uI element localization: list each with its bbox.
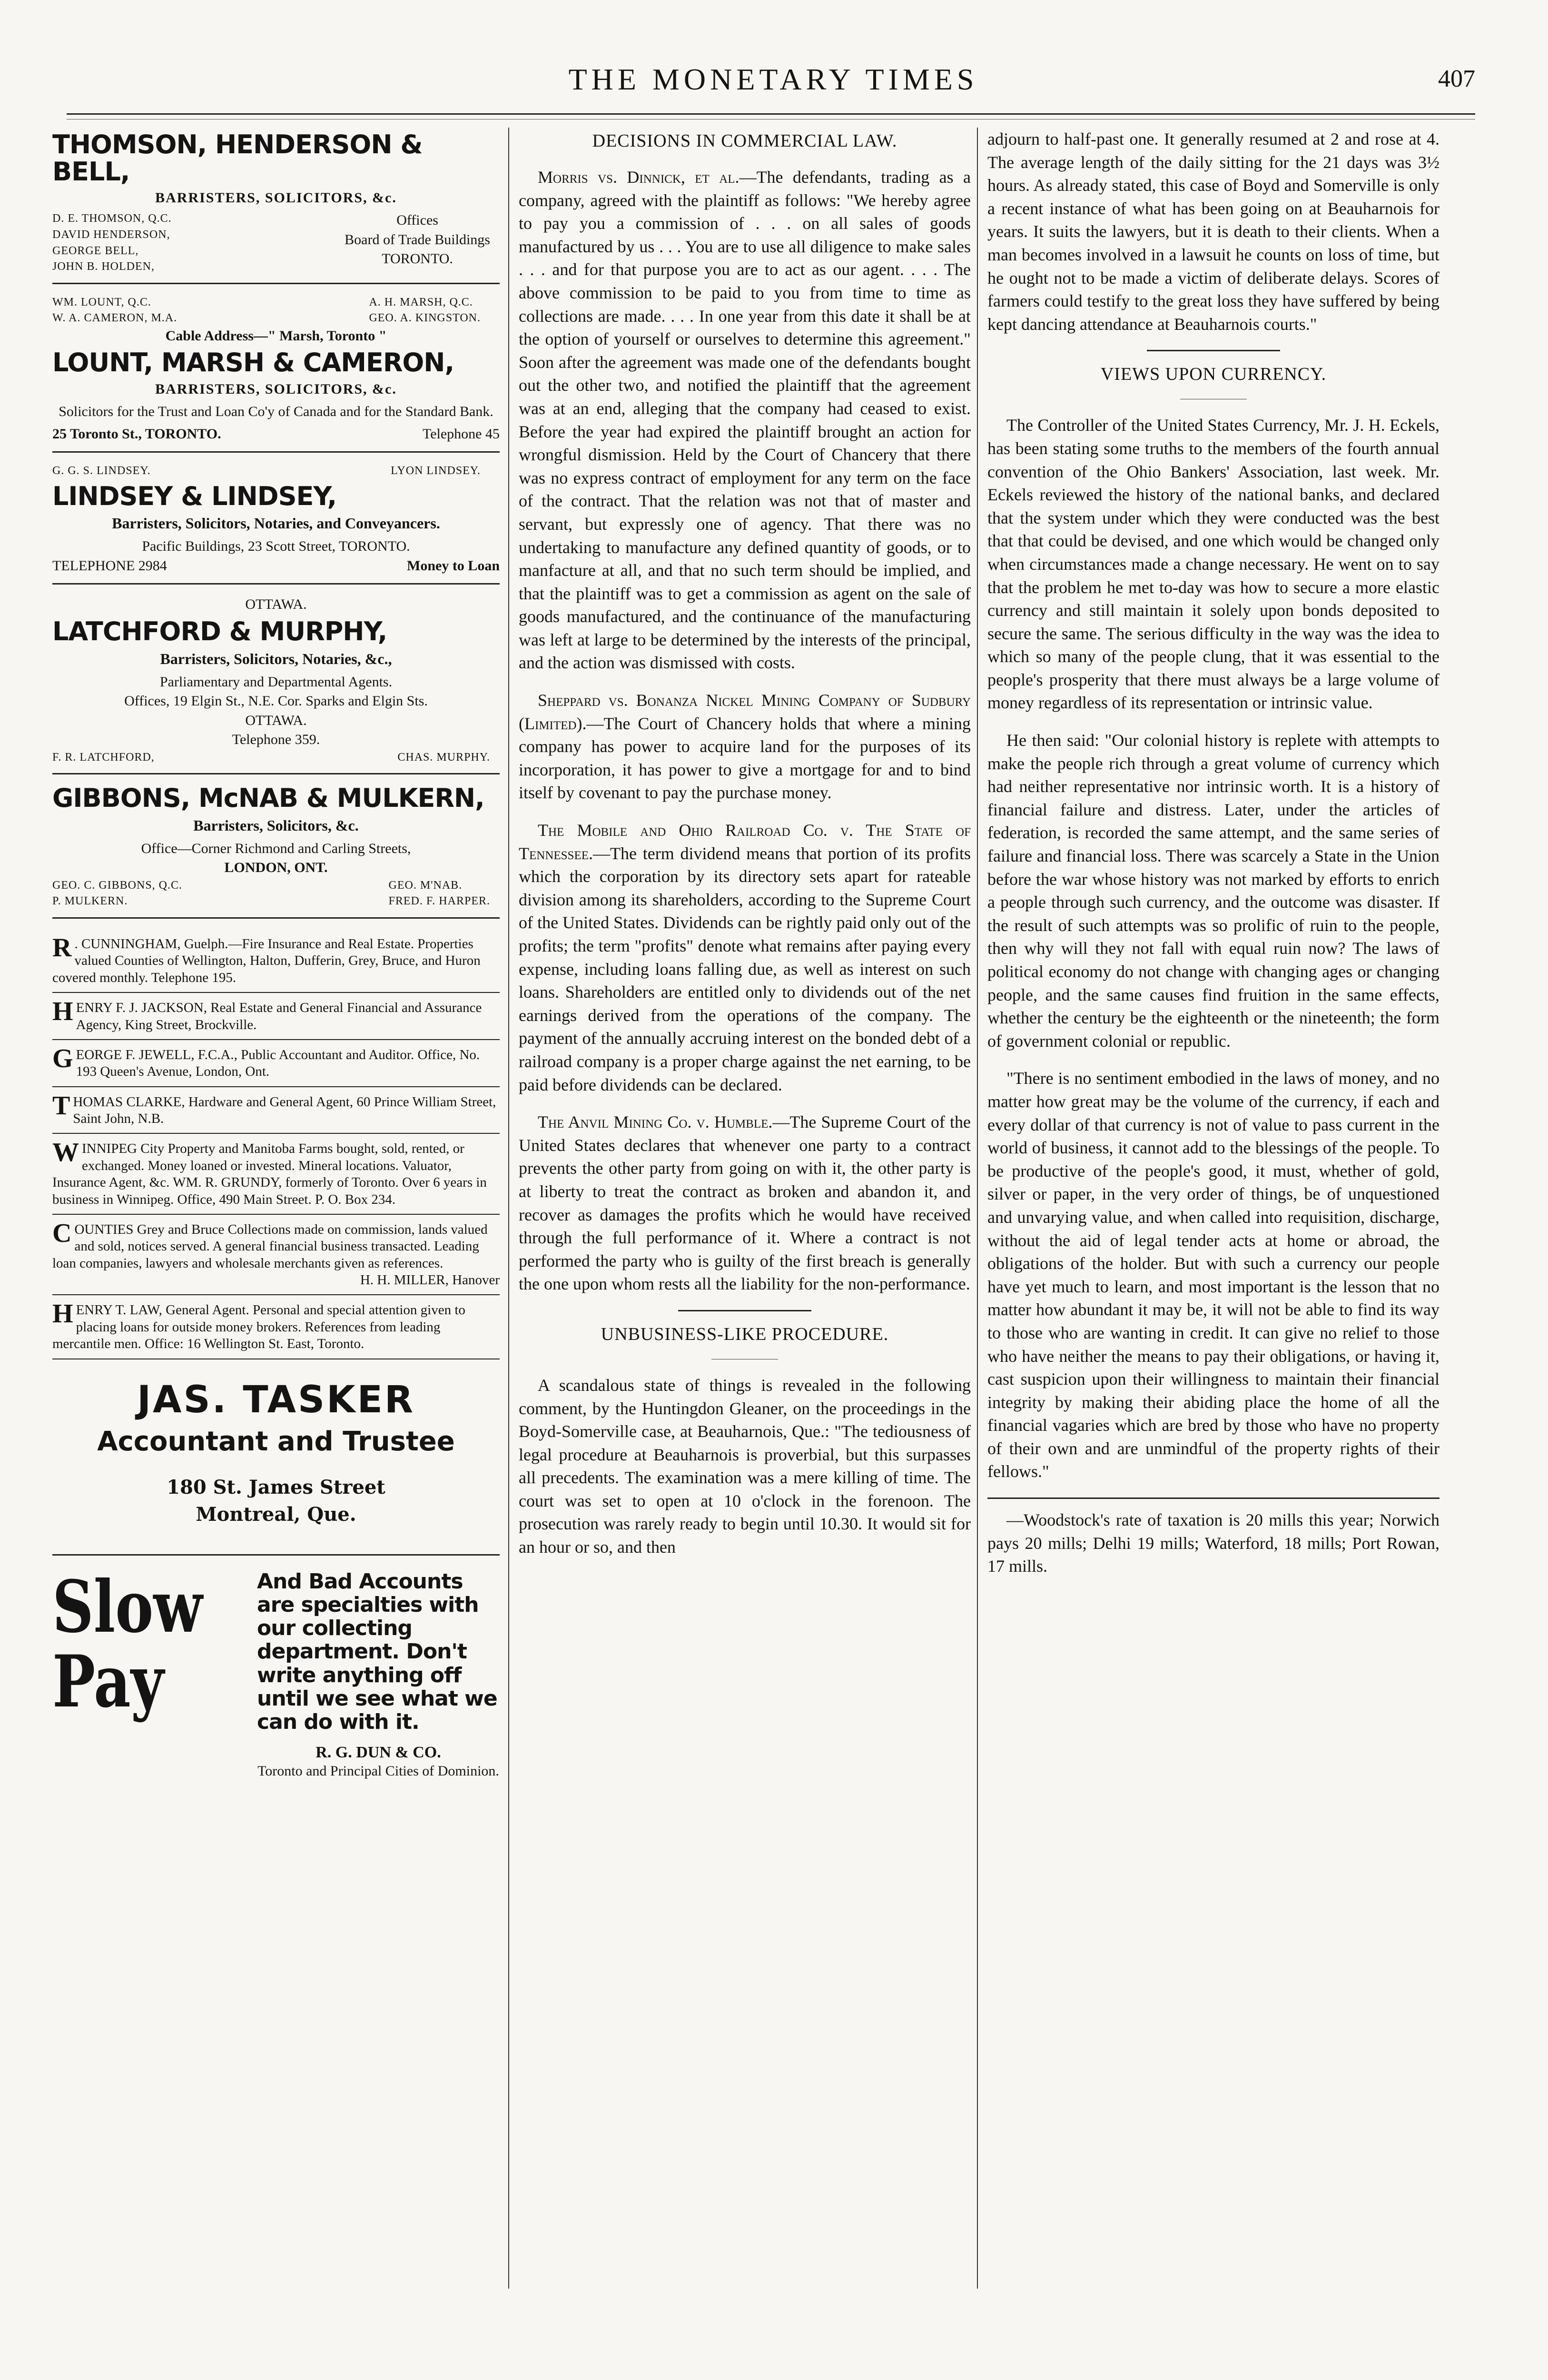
slow-word: Slow [52, 1565, 203, 1649]
masthead [62, 62, 1485, 114]
classified-ad [52, 929, 500, 993]
firm-name: LOUNT, MARSH & CAMERON, [52, 347, 454, 378]
case-title: The Anvil Mining Co. v. Humble. [538, 1112, 773, 1132]
drop-cap: W [52, 1138, 79, 1168]
partner-name: GEORGE BELL, [52, 244, 139, 257]
tasker-ad [52, 1359, 500, 1556]
article-paragraph: He then said: "Our colonial history is replete with attempts to make the people rich through a great volume of currency which had neither representative nor intrinsic worth. It is a history of financial failure and distress. Later, under the articles of federation, is recorded the same attempt, and the same series of failure and financial loss. There was scarcely a State in the Union before the war whose history was not marked by efforts to enrich a people through such currency, and the outcome was disaster. If the result of such attempts was so prolific of ruin to the people, then why will they not fall with equal ruin now? The laws of political economy do not change with changing ages or changing people, and the same causes find fruition in the same effects, whether the century be the eighteenth or the nineteenth; the form of government colonial or republic. [987, 731, 1440, 1051]
dun-company: R. G. DUN & CO. [316, 1744, 441, 1762]
drop-cap: H [52, 1299, 73, 1329]
card-gibbons [52, 785, 500, 919]
case-text: —The defendants, trading as a company, agreed with the plaintiff as follows: "We hereby agree to pay you a commission of . . . on all sales of goods manufactured by us . . . You are to use all diligence to make sales . . . and for that purpose you are to act as our agent. . . . The above commission to be paid to you from time to time as collections are made. . . . In one year from this date it shall be at the option of yourself or ourselves to determine this agreement." Soon after the agreement was made one of the defendants bought out the other two, and notified the plaintiff that the agreement was at an end, alleging that the company had ceased to exist. Before the year had expired the plaintiff brought an action for wrongful dismission. Held by the Court of Chancery that there was no express contract of employment for any term on the face of the contract. That the relation was not that of master and servant, but expressly one of agency. That there was no undertaking to manufacture any defined quantity of goods, or to manfacture at all, and that no such term should be implied, and that the plaintiff was to get a commission as agent on the sale of goods manufactured, and the continuance of the manufacturing was left at large to be determined by the interests of the principal, and the action was dismissed with costs. [519, 168, 971, 673]
tasker-street: 180 St. James Street [167, 1476, 385, 1498]
firm-address: Pacific Buildings, 23 Scott Street, TORONTO. [142, 538, 410, 555]
firm-role: BARRISTERS, SOLICITORS, &c. [155, 190, 397, 206]
firm-role: Barristers, Solicitors, Notaries, &c., [160, 650, 392, 667]
classified-ad [52, 1040, 500, 1087]
header-rule [67, 113, 1475, 115]
column-divider [977, 128, 978, 2289]
card-lount [52, 295, 500, 453]
ad-text: INNIPEG City Property and Manitoba Farms bought, sold, rented, or exchanged. Money loaned or invested. Mineral locations. Valuator, Insurance Agent, &c. WM. R. GRUNDY, formerly of Toronto. Over 6 years in business in Winnipeg. Office, 490 Main Street. P. O. Box 234. [52, 1141, 487, 1207]
ad-text: HOMAS CLARKE, Hardware and General Agent, 60 Prince William Street, Saint John, N.B. [73, 1094, 496, 1127]
case-text: —The term dividend means that portion of its profits which the corporation by its directory sets apart for rateable division among its shareholders, according to the Supreme Court of the United States. Dividends can be rightly paid only out of the profits; the term "profits" denote what remains after paying every expense, including loans falling due, as well as interest on such loans. Shareholders are entitled only to dividends out of the net earnings derived from the operations of the company. The payment of the annually accruing interest on the bonded debt of a railroad company is a proper charge against the net earning, to be paid before dividends can be declared. [519, 843, 971, 1094]
ad-text: ENRY T. LAW, General Agent. Personal and special attention given to placing loans for outside money brokers. References from leading mercantile men. Office: 16 Wellington St. East, Toronto. [52, 1302, 465, 1352]
money-to-loan: Money to Loan [407, 557, 500, 574]
case-text: —The Supreme Court of the United States declares that whenever one party to a contract prevents the other party from going on with it, the other party is at liberty to treat the contract as broken and abandon it, and recover as damages the profits which he would have received through the full performance of it. Where a contract is not performed the party who is guilty of the first breach is generally the one upon whom rests all the liability for the non-performance. [519, 1112, 971, 1294]
ad-text: OUNTIES Grey and Bruce Collections made on commission, lands valued and sold, notices served. A general financial business transacted. Leading loan companies, lawyers and wholesale merchants given as references. [52, 1221, 488, 1271]
cable-address: Cable Address—" Marsh, Toronto " [165, 327, 387, 344]
classified-ad [52, 1134, 500, 1215]
section-heading: DECISIONS IN COMMERCIAL LAW. [592, 131, 897, 151]
tasker-title: Accountant and Trustee [97, 1426, 455, 1457]
article-paragraph: adjourn to half-past one. It generally resumed at 2 and rose at 4. The average length of the daily sitting for the 21 days was 3½ hours. As already stated, this case of Boyd and Somerville is only a recent instance of what has been going on at Beauharnois for years. It suits the lawyers, but it is death to their clients. When a man becomes involved in a lawsuit he counts on loss of time, but he ought not to be made a victim of deliberate delays. Scores of farmers could testify to the great loss they have suffered by being kept dancing attendance at Beauharnois courts." [987, 129, 1440, 334]
firm-city: OTTAWA. [245, 596, 307, 613]
section-heading: VIEWS UPON CURRENCY. [1100, 364, 1327, 385]
slow-pay-text: And Bad Accounts are specialties with our collecting department. Don't write anything off until we see what we can do with it. [257, 1569, 497, 1735]
page-number: 407 [1438, 65, 1475, 92]
firm-name: LINDSEY & LINDSEY, [52, 481, 337, 511]
partner-name: FRED. F. HARPER. [388, 895, 490, 908]
case-title: Morris vs. Dinnick, et al. [538, 168, 739, 187]
partner-name: GEO. A. KINGSTON. [369, 312, 481, 325]
section-rule [1147, 350, 1280, 351]
card-latchford [52, 595, 500, 774]
offices-building: Board of Trade Buildings [345, 231, 490, 248]
firm-role: Barristers, Solicitors, &c. [193, 816, 359, 834]
currency-column [987, 128, 1440, 2308]
classified-ad [52, 993, 500, 1040]
drop-cap: C [52, 1218, 72, 1248]
firm-name: THOMSON, HENDERSON & BELL, [52, 129, 423, 187]
partner-name: WM. LOUNT, Q.C. [52, 296, 151, 308]
firm-address: 25 Toronto St., TORONTO. [52, 426, 221, 442]
partner-name: JOHN B. HOLDEN, [52, 260, 155, 273]
article-paragraph: "There is no sentiment embodied in the laws of money, and no matter how great may be the volume of the currency, if each and every dollar of that currency is not of value to pass current in the world of business, it cannot add to the blessings of the people. To be productive of the people's good, it must, whether of gold, silver or paper, in the very order of things, be of unquestioned and unvarying value, and when called into requisition, discharge, without the aid of legal tender acts at home or abroad, the obligations of the holder. But with such a currency our people have yet much to learn, and most important is the lesson that no matter how abundant it may be, it will not be able to find its way to those who are wanting in credit. It can give no relief to those who have neither the means to pay their obligations, or having it, cast suspicion upon their willingness to maintain their financial integrity by making their abiding place the home of all the financial vagaries which are bred by those who have no property of their own and are unmindful of the property rights of their fellows." [987, 1069, 1440, 1481]
drop-cap: R [52, 933, 72, 963]
firm-role: BARRISTERS, SOLICITORS, &c. [155, 381, 397, 397]
tasker-city: Montreal, Que. [196, 1503, 356, 1526]
firm-phone: Telephone 359. [232, 732, 320, 748]
drop-cap: T [52, 1091, 70, 1121]
ads-column [52, 128, 500, 2308]
firm-phone: Telephone 45 [422, 426, 500, 442]
slow-pay-ad [52, 1556, 500, 1780]
firm-city: LONDON, ONT. [224, 860, 328, 876]
firm-note: Solicitors for the Trust and Loan Co'y of Canada and for the Standard Bank. [59, 404, 493, 420]
pay-word: Pay [52, 1640, 164, 1724]
ad-text: EORGE F. JEWELL, F.C.A., Public Accountant and Auditor. Office, No. 193 Queen's Avenue, London, Ont. [76, 1047, 480, 1080]
partner-name: GEO. C. GIBBONS, Q.C. [52, 879, 183, 892]
partner-name: A. H. MARSH, Q.C. [369, 296, 473, 308]
partner-name: W. A. CAMERON, M.A. [52, 312, 177, 325]
newspaper-title: THE MONETARY TIMES [568, 62, 978, 96]
case-text: —The Court of Chancery holds that where a mining company has power to acquire land for the purposes of its incorporation, it has power to give a mortgage for and to bind itself by covenant to pay the purchase money. [519, 714, 971, 803]
tasker-name: JAS. TASKER [137, 1378, 415, 1421]
drop-cap: G [52, 1043, 73, 1073]
article-paragraph: The Controller of the United States Currency, Mr. J. H. Eckels, has been stating some truths to the members of the fourth annual convention of the Ohio Bankers' Association, last week. Mr. Eckels reviewed the history of the national banks, and declared that the system under which they were conducted was the best that that could be devised, and one which would be changed only when circumstances made a change necessary. He went on to say that the problem he met to-day was how to secure a more elastic currency and still maintain it solely upon bonds deposited to secure the same. The serious difficulty in the way was the idea to which so many of the people clung, that it was essential to the people's prosperity that there must always be a large volume of money regardless of its representation or intrinsic value. [987, 416, 1440, 713]
section-rule [678, 1310, 811, 1311]
partner-name: CHAS. MURPHY. [397, 751, 490, 764]
card-thomson [52, 131, 500, 284]
partner-name: F. R. LATCHFORD, [52, 751, 155, 764]
partner-name: P. MULKERN. [52, 895, 128, 908]
ad-signature: H. H. MILLER, Hanover [360, 1272, 500, 1288]
firm-office: Office—Corner Richmond and Carling Streets, [141, 840, 411, 856]
firm-offices: Offices, 19 Elgin St., N.E. Cor. Sparks and Elgin Sts. [124, 693, 428, 709]
ad-text: . CUNNINGHAM, Guelph.—Fire Insurance and Real Estate. Properties valued Counties of Wellington, Halton, Dufferin, Grey, Bruce, and Huron covered monthly. Telephone 195. [52, 936, 481, 985]
drop-cap: H [52, 997, 73, 1027]
firm-name: GIBBONS, McNAB & MULKERN, [52, 783, 484, 813]
ad-text: ENRY F. J. JACKSON, Real Estate and General Financial and Assurance Agency, King Street, Brockville. [76, 1000, 482, 1032]
firm-city: OTTAWA. [245, 712, 307, 728]
partner-name: LYON LINDSEY. [391, 465, 481, 477]
firm-role: Barristers, Solicitors, Notaries, and Conveyancers. [112, 515, 440, 532]
column-divider [508, 128, 509, 2289]
classified-ad [52, 1295, 500, 1359]
firm-agents: Parliamentary and Departmental Agents. [159, 674, 393, 690]
partner-name: G. G. S. LINDSEY. [52, 465, 151, 477]
case-title: The Mobile and Ohio Railroad Co. v. The State of Tennessee. [519, 821, 971, 863]
offices-label: Offices [396, 212, 438, 228]
article-paragraph: A scandalous state of things is revealed in the following comment, by the Huntingdon Gleaner, on the proceedings in the Boyd-Somerville case, at Beauharnois, Que.: "The tediousness of legal procedure at Beauharnois is proverbial, but this surpasses all precedents. The examination was a mere killing of time. The court was set to open at 10 o'clock in the forenoon. The prosecution was rarely ready to begin until 10.30. It would sit for an hour or so, and then [519, 1375, 971, 1557]
dun-cities: Toronto and Principal Cities of Dominion. [257, 1763, 499, 1779]
decisions-column [519, 128, 971, 2308]
partner-name: DAVID HENDERSON, [52, 228, 170, 241]
section-heading: UNBUSINESS-LIKE PROCEDURE. [601, 1324, 889, 1344]
card-lindsey [52, 463, 500, 585]
firm-name: LATCHFORD & MURPHY, [52, 616, 387, 646]
classified-ad [52, 1215, 500, 1296]
offices-city: TORONTO. [382, 251, 453, 267]
news-item: —Woodstock's rate of taxation is 20 mills this year; Norwich pays 20 mills; Delhi 19 mills; Waterford, 18 mills; Port Rowan, 17 mills. [987, 1510, 1440, 1576]
firm-phone: TELEPHONE 2984 [52, 557, 167, 574]
classified-ad [52, 1087, 500, 1134]
case-title: Sheppard vs. Bonanza Nickel Mining Company of Sudbury (Limited). [519, 691, 971, 733]
partner-name: GEO. M'NAB. [388, 879, 463, 892]
partner-name: D. E. THOMSON, Q.C. [52, 212, 172, 225]
